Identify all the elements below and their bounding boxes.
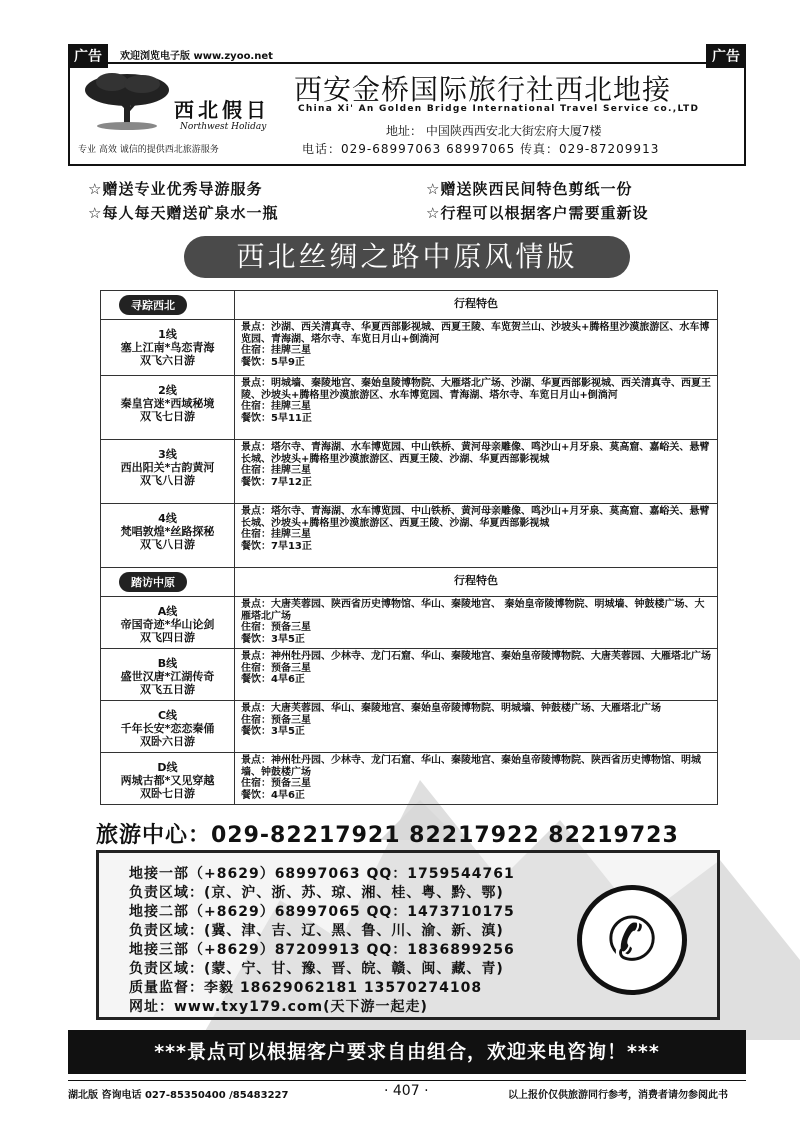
table-row [101,597,718,649]
contact-line: 负责区域：(蒙、宁、甘、豫、晋、皖、赣、闽、藏、青) [129,961,504,977]
routes-table [100,290,718,805]
perk-item: ☆行程可以根据客户需要重新设 [426,204,649,222]
route-detail-cell [235,440,718,504]
footer-divider [68,1080,746,1081]
bottom-banner: ***景点可以根据客户要求自由组合，欢迎来电咨询！*** [68,1030,746,1074]
route-meals: 餐饮：7早12正 [241,476,312,488]
ad-tag-right: 广告 [706,44,746,68]
route-hotel: 住宿：预备三星 [241,622,311,633]
route-meals: 餐饮：7早13正 [241,540,312,552]
contact-line: 质量监督：李毅 18629062181 13570274108 [129,980,483,996]
company-header [68,62,746,166]
route-line: D线 [157,761,178,774]
contact-line: 负责区域：(京、沪、浙、苏、琼、湘、桂、粤、黔、鄂) [129,885,504,901]
company-english: China Xi' An Golden Bridge International Travel Service co.,LTD [298,104,700,114]
route-detail-cell [235,649,718,701]
route-spots: 景点：神州牡丹园、少林寺、龙门石窟、华山、秦陵地宫、秦始皇帝陵博物院、大唐芙蓉园、大雁塔北广场 [241,651,711,662]
route-meals: 餐饮：5早11正 [241,412,312,424]
brand-slogan: 专业 高效 诚信的提供西北旅游服务 [78,145,219,155]
route-meals: 餐饮：3早5正 [241,633,305,645]
section-label-cell [101,291,235,320]
footer-edition: 湖北版 咨询电话 027-85350400 /85483227 [68,1090,289,1101]
route-spots: 景点：神州牡丹园、少林寺、龙门石窟、华山、秦陵地宫、秦始皇帝陵博物院、陕西省历史博物馆、明城墙、钟鼓楼广场 [241,755,701,778]
route-spots: 景点：沙湖、西关清真寺、华夏西部影视城、西夏王陵、车览贺兰山、沙坡头+腾格里沙漠旅游区、水车博览园、青海湖、塔尔寺、车览日月山+倒淌河 [241,322,710,345]
table-row [101,701,718,753]
route-spots: 景点：明城墙、秦陵地宫、秦始皇陵博物院、大雁塔北广场、沙湖、华夏西部影视城、西关清真寺、西夏王陵、沙坡头+腾格里沙漠旅游区、水车博览园、青海湖、塔尔寺、车览日月山+倒淌河 [241,378,711,401]
route-spots: 景点：大唐芙蓉园、陕西省历史博物馆、华山、秦陵地宫、 秦始皇帝陵博物院、明城墙、钟鼓楼广场、大雁塔北广场 [241,599,705,622]
perk-item: ☆赠送陕西民间特色剪纸一份 [426,180,633,198]
route-name: 西出阳关*古韵黄河 [120,461,215,474]
route-meals: 餐饮：4早6正 [241,789,305,801]
route-hotel: 住宿：挂牌三星 [241,345,311,356]
perk-item: ☆每人每天赠送矿泉水一瓶 [88,204,279,222]
brand-name: 西北假日 [174,98,270,122]
route-name: 帝国奇迹*华山论剑 [120,618,215,631]
route-duration: 双飞七日游 [140,410,195,423]
route-detail-cell [235,504,718,568]
route-name-cell [101,597,235,649]
route-duration: 双飞八日游 [140,538,195,551]
telephone-icon: ✆ [577,885,687,995]
table-row [101,440,718,504]
section-label-cell [101,568,235,597]
route-name: 塞上江南*鸟恋青海 [120,341,215,354]
route-name: 两城古都*又见穿越 [120,774,215,787]
route-duration: 双卧六日游 [140,735,195,748]
route-name: 千年长安*恋恋秦俑 [120,722,215,735]
table-row [101,649,718,701]
route-duration: 双飞八日游 [140,474,195,487]
route-detail-cell [235,320,718,376]
contact-box [96,850,720,1020]
contact-line: 地接一部（+8629）68997063 QQ：1759544761 [129,866,515,882]
route-line: C线 [157,709,178,722]
route-name-cell [101,440,235,504]
brand-english: Northwest Holiday [180,122,267,132]
route-line: 3线 [158,448,177,461]
route-line: 4线 [158,512,177,525]
route-meals: 餐饮：4早6正 [241,674,305,685]
company-address: 地址： 中国陕西西安北大街宏府大厦7楼 [386,124,602,138]
section-label: 踏访中原 [119,572,187,592]
route-name-cell [101,320,235,376]
route-spots: 景点：塔尔寺、青海湖、水车博览园、中山铁桥、黄河母亲雕像、鸣沙山+月牙泉、莫高窟、嘉峪关、悬臂长城、沙坡头+腾格里沙漠旅游区、西夏王陵、沙湖、华夏西部影视城 [241,506,710,529]
route-spots: 景点：大唐芙蓉园、华山、秦陵地宫、秦始皇帝陵博物院、明城墙、钟鼓楼广场、大雁塔北广场 [241,703,661,714]
route-line: B线 [157,657,178,670]
route-hotel: 住宿：预备三星 [241,662,311,674]
route-detail-cell [235,753,718,805]
table-row [101,320,718,376]
feature-header: 行程特色 [235,568,718,597]
table-row [101,753,718,805]
route-duration: 双飞六日游 [140,354,195,367]
section-label: 寻踪西北 [119,295,187,315]
route-line: A线 [157,605,178,618]
company-name: 西安金桥国际旅行社西北地接 [294,73,672,106]
route-meals: 餐饮：3早5正 [241,726,305,737]
route-line: 2线 [158,384,177,397]
page-number: · 407 · [384,1083,429,1099]
section-header [101,568,718,597]
route-duration: 双卧七日游 [140,787,195,800]
route-hotel: 住宿：预备三星 [241,778,311,789]
footer-disclaimer: 以上报价仅供旅游同行参考，消费者请勿参阅此书 [508,1090,728,1101]
page-title: 西北丝绸之路中原风情版 [184,236,630,278]
route-detail-cell [235,597,718,649]
route-detail-cell [235,701,718,753]
route-hotel: 住宿：预备三星 [241,714,311,726]
perk-item: ☆赠送专业优秀导游服务 [88,180,263,198]
route-hotel: 住宿：挂牌三星 [241,529,311,540]
route-spots: 景点：塔尔寺、青海湖、水车博览园、中山铁桥、黄河母亲雕像、鸣沙山+月牙泉、莫高窟、嘉峪关、悬臂长城、沙坡头+腾格里沙漠旅游区、西夏王陵、沙湖、华夏西部影视城 [241,442,710,465]
section-header [101,291,718,320]
table-row [101,376,718,440]
contact-line: 负责区域：(冀、津、吉、辽、黑、鲁、川、渝、新、滇) [129,923,504,939]
route-hotel: 住宿：挂牌三星 [241,465,311,476]
ad-tag-left: 广告 [68,44,108,68]
route-name-cell [101,649,235,701]
route-name-cell [101,701,235,753]
table-row [101,504,718,568]
route-name-cell [101,376,235,440]
contact-line: 地接二部（+8629）68997065 QQ：1473710175 [129,904,515,920]
contact-line: 网址：www.txy179.com(天下游一起走) [129,999,428,1015]
route-name-cell [101,753,235,805]
route-name: 秦皇宫迷*西域秘境 [120,397,215,410]
route-name-cell [101,504,235,568]
route-detail-cell [235,376,718,440]
route-duration: 双飞四日游 [140,631,195,644]
route-line: 1线 [158,328,177,341]
route-hotel: 住宿：挂牌三星 [241,401,311,412]
route-name: 盛世汉唐*江湖传奇 [120,670,215,683]
route-name: 梵唱敦煌*丝路探秘 [120,525,215,538]
travel-center-phones: 旅游中心：029-82217921 82217922 82219723 [96,823,679,848]
company-phones: 电话：029-68997063 68997065 传真：029-87209913 [302,142,660,156]
site-line: 欢迎浏览电子版 www.zyoo.net [120,51,273,62]
route-duration: 双飞五日游 [140,683,195,696]
feature-header: 行程特色 [235,291,718,320]
tree-logo-icon [82,68,172,134]
route-meals: 餐饮：5早9正 [241,356,305,368]
contact-line: 地接三部（+8629）87209913 QQ：1836899256 [129,942,515,958]
